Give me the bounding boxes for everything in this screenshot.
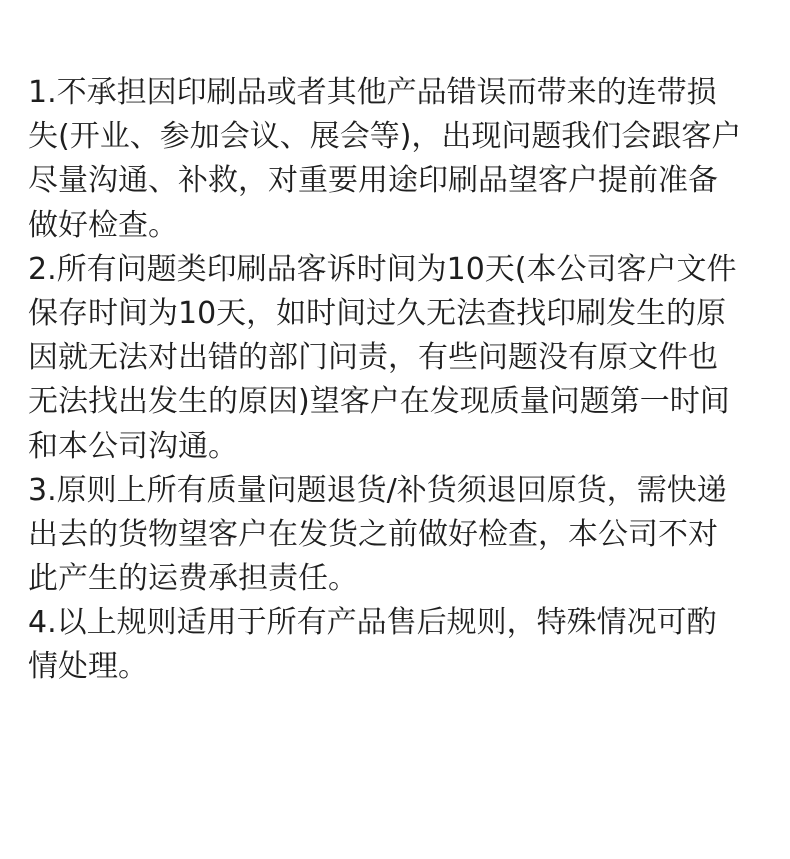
policy-line-3: 尽量沟通、补救，对重要用途印刷品望客户提前准备 (28, 163, 718, 199)
policy-line-11: 出去的货物望客户在发货之前做好检查，本公司不对 (28, 516, 718, 552)
policy-line-5: 2.所有问题类印刷品客诉时间为10天(本公司客户文件 (28, 251, 737, 287)
after-sales-policy-text (28, 71, 768, 690)
policy-line-9: 和本公司沟通。 (28, 428, 238, 464)
policy-line-1: 1.不承担因印刷品或者其他产品错误而带来的连带损 (28, 75, 717, 110)
policy-line-2: 失(开业、参加会议、展会等)，出现问题我们会跟客户 (28, 119, 742, 155)
policy-line-4: 做好检查。 (28, 207, 178, 243)
policy-line-6: 保存时间为10天，如时间过久无法查找印刷发生的原 (28, 295, 727, 331)
policy-line-13: 4.以上规则适用于所有产品售后规则，特殊情况可酌 (28, 605, 717, 641)
policy-line-10: 3.原则上所有质量问题退货/补货须退回原货，需快递 (28, 472, 727, 508)
policy-line-8: 无法找出发生的原因)望客户在发现质量问题第一时间 (28, 384, 730, 420)
policy-line-12: 此产生的运费承担责任。 (28, 561, 358, 597)
policy-line-7: 因就无法对出错的部门问责，有些问题没有原文件也 (28, 340, 718, 376)
policy-line-14: 情处理。 (28, 649, 148, 685)
